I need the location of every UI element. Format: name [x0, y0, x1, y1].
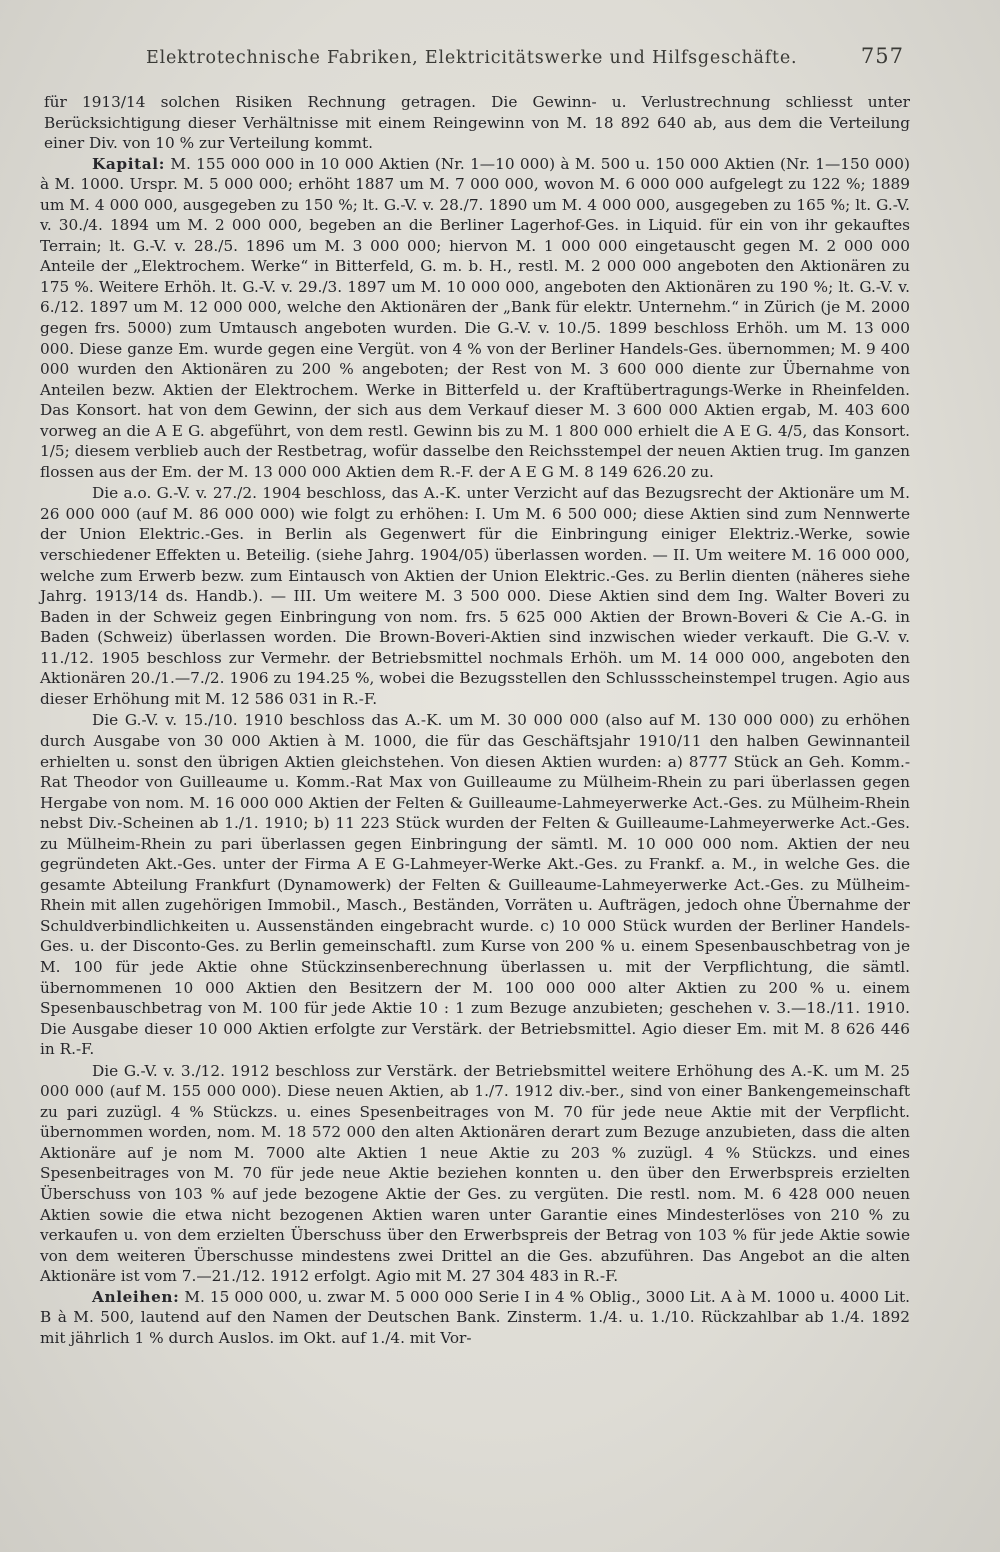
- paragraph-anleihen: [40, 1287, 910, 1349]
- paragraph-text: Die G.-V. v. 15./10. 1910 beschloss das A.-K. um M. 30 000 000 (also auf M. 130 000 000) zu erhöhen durch Ausgabe von 30 000 Aktien à M. 1000, die für das Geschäftsjahr 1910/11 den halben Gewinnanteil erhielten u. sonst den übrigen Aktien gleichstehen. Von diesen Aktien wurden: a) 8777 Stück an Geh. Komm.-Rat Theodor von Guilleaume u. Komm.-Rat Max von Guilleaume zu Mülheim-Rhein zu pari überlassen gegen Hergabe von nom. M. 16 000 000 Aktien der Felten & Guilleaume-Lahmeyerwerke Act.-Ges. zu Mülheim-Rhein nebst Div.-Scheinen ab 1./1. 1910; b) 11 223 Stück wurden der Felten & Guilleaume-Lahmeyerwerke Act.-Ges. zu Mülheim-Rhein zu pari überlassen gegen Einbringung der sämtl. M. 10 000 000 nom. Aktien der neu gegründeten Akt.-Ges. unter der Firma A E G-Lahmeyer-Werke Akt.-Ges. zu Frankf. a. M., in welche Ges. die gesamte Abteilung Frankfurt (Dynamowerk) der Felten & Guilleaume-Lahmeyerwerke Act.-Ges. zu Mülheim-Rhein mit allen zugehörigen Immobil., Masch., Beständen, Vorräten u. Aufträgen, jedoch ohne Übernahme der Schuldverbindlichkeiten u. Aussenständen eingebracht wurde. c) 10 000 Stück wurden der Berliner Handels-Ges. u. der Disconto-Ges. zu Berlin gemeinschaftl. zum Kurse von 200 % u. einem Spesenbauschbetrag von je M. 100 für jede Aktie ohne Stückzinsenberechnung überlassen u. mit der Verpflichtung, die sämtl. übernommenen 10 000 Aktien den Besitzern der M. 100 000 000 alter Aktien zu 200 % u. einem Spesenbauschbetrag von M. 100 für jede Aktie 10 : 1 zum Bezuge anzubieten; geschehen v. 3.—18./11. 1910. Die Ausgabe dieser 10 000 Aktien erfolgte zur Verstärk. der Betriebsmittel. Agio dieser Em. mit M. 8 626 446 in R.-F.: [40, 711, 910, 1059]
- running-title: Elektrotechnische Fabriken, Elektricitätswerke und Hilfsgeschäfte.: [146, 48, 798, 68]
- paragraph-text: Die a.o. G.-V. v. 27./2. 1904 beschloss, das A.-K. unter Verzicht auf das Bezugsrecht der Aktionäre um M. 26 000 000 (auf M. 86 000 000) wie folgt zu erhöhen: I. Um M. 6 500 000; diese Aktien sind zum Nennwerte der Union Elektric.-Ges. in Berlin als Gegenwert für die Einbringung einiger Elektriz.-Werke, sowie verschiedener Effekten u. Beteilig. (siehe Jahrg. 1904/05) überlassen worden. — II. Um weitere M. 16 000 000, welche zum Erwerb bezw. zum Eintausch von Aktien der Union Elektric.-Ges. zu Berlin dienten (näheres siehe Jahrg. 1913/14 ds. Handb.). — III. Um weitere M. 3 500 000. Diese Aktien sind dem Ing. Walter Boveri zu Baden in der Schweiz gegen Einbringung von nom. frs. 5 625 000 Aktien der Brown-Boveri & Cie A.-G. in Baden (Schweiz) überlassen worden. Die Brown-Boveri-Aktien sind inzwischen wieder verkauft. Die G.-V. v. 11./12. 1905 beschloss zur Vermehr. der Betriebsmittel nochmals Erhöh. um M. 14 000 000, angeboten den Aktionären 20./1.—7./2. 1906 zu 194.25 %, wobei die Bezugsstellen den Schlussscheinstempel trugen. Agio aus dieser Erhöhung mit M. 12 586 031 in R.-F.: [40, 484, 910, 708]
- paragraph-1910-increase: [40, 710, 910, 1059]
- page-header: [60, 44, 904, 84]
- paragraph-intro: [40, 92, 910, 154]
- paragraph-text: für 1913/14 solchen Risiken Rechnung getragen. Die Gewinn- u. Verlustrechnung schliesst unter Berücksichtigung dieser Verhältnisse mit einem Reingewinn von M. 18 892 640 ab, aus dem die Verteilung einer Div. von 10 % zur Verteilung kommt.: [44, 93, 910, 153]
- section-label-anleihen: Anleihen:: [92, 1287, 180, 1306]
- section-label-kapital: Kapital:: [92, 154, 165, 173]
- paragraph-1912-increase: [40, 1061, 910, 1287]
- paragraph-1904-increase: [40, 483, 910, 709]
- paragraph-text: Die G.-V. v. 3./12. 1912 beschloss zur Verstärk. der Betriebsmittel weitere Erhöhung des A.-K. um M. 25 000 000 (auf M. 155 000 000). Diese neuen Aktien, ab 1./7. 1912 div.-ber., sind von einer Bankengemeinschaft zu pari zuzügl. 4 % Stückzs. u. eines Spesenbeitrages von M. 70 für jede neue Aktie mit der Verpflicht. übernommen worden, nom. M. 18 572 000 den alten Aktionären derart zum Bezuge anzubieten, dass die alten Aktionäre auf je nom M. 7000 alte Aktien 1 neue Aktie zu 203 % zuzügl. 4 % Stückzs. und eines Spesenbeitrages von M. 70 für jede neue Aktie beziehen konnten u. den über den Erwerbspreis erzielten Überschuss von 103 % auf jede bezogene Aktie der Ges. zu vergüten. Die restl. nom. M. 6 428 000 neuen Aktien sowie die etwa nicht bezogenen Aktien waren unter Garantie eines Mindesterlöses von 210 % zu verkaufen u. von dem erzielten Überschuss über den Erwerbspreis der Betrag von 103 % für jede Aktie sowie von dem weiteren Überschusse mindestens zwei Drittel an die Ges. abzuführen. Das Angebot an die alten Aktionäre ist vom 7.—21./12. 1912 erfolgt. Agio mit M. 27 304 483 in R.-F.: [40, 1061, 910, 1286]
- text-body: [40, 92, 910, 1348]
- paragraph-text: M. 155 000 000 in 10 000 Aktien (Nr. 1—10 000) à M. 500 u. 150 000 Aktien (Nr. 1—150 000) à M. 1000. Urspr. M. 5 000 000; erhöht 1887 um M. 7 000 000, wovon M. 6 000 000 aufgelegt zu 122 %; 1889 um M. 4 000 000, ausgegeben zu 150 %; lt. G.-V. v. 28./7. 1890 um M. 4 000 000, ausgegeben zu 165 %; lt. G.-V. v. 30./4. 1894 um M. 2 000 000, begeben an die Berliner Lagerhof-Ges. in Liquid. für ein von ihr gekauftes Terrain; lt. G.-V. v. 28./5. 1896 um M. 3 000 000; hiervon M. 1 000 000 eingetauscht gegen M. 2 000 000 Anteile der „Elektrochem. Werke“ in Bitterfeld, G. m. b. H., restl. M. 2 000 000 angeboten den Aktionären zu 175 %. Weitere Erhöh. lt. G.-V. v. 29./3. 1897 um M. 10 000 000, angeboten den Aktionären zu 190 %; lt. G.-V. v. 6./12. 1897 um M. 12 000 000, welche den Aktionären der „Bank für elektr. Unternehm.“ in Zürich (je M. 2000 gegen frs. 5000) zum Umtausch angeboten wurden. Die G.-V. v. 10./5. 1899 beschloss Erhöh. um M. 13 000 000. Diese ganze Em. wurde gegen eine Vergüt. von 4 % von der Berliner Handels-Ges. übernommen; M. 9 400 000 wurden den Aktionären zu 200 % angeboten; der Rest von M. 3 600 000 diente zur Übernahme von Anteilen bezw. Aktien der Elektrochem. Werke in Bitterfeld u. der Kraftübertragungs-Werke in Rheinfelden. Das Konsort. hat von dem Gewinn, der sich aus dem Verkauf dieser M. 3 600 000 Aktien ergab, M. 403 600 vorweg an die A E G. abgeführt, von dem restl. Gewinn bis zu M. 1 800 000 erhielt die A E G. 4/5, das Konsort. 1/5; diesem verblieb auch der Restbetrag, wofür dasselbe den Reichsstempel der neuen Aktien trug. Im ganzen flossen aus der Em. der M. 13 000 000 Aktien dem R.-F. der A E G M. 8 149 626.20 zu.: [40, 154, 910, 481]
- page-number: 757: [860, 44, 904, 68]
- paragraph-text: M. 15 000 000, u. zwar M. 5 000 000 Serie I in 4 % Oblig., 3000 Lit. A à M. 1000 u. 4000 Lit. B à M. 500, lautend auf den Namen der Deutschen Bank. Zinsterm. 1./4. u. 1./10. Rückzahlbar ab 1./4. 1892 mit jährlich 1 % durch Auslos. im Okt. auf 1./4. mit Vor-: [40, 1287, 910, 1347]
- paragraph-kapital: [40, 154, 910, 483]
